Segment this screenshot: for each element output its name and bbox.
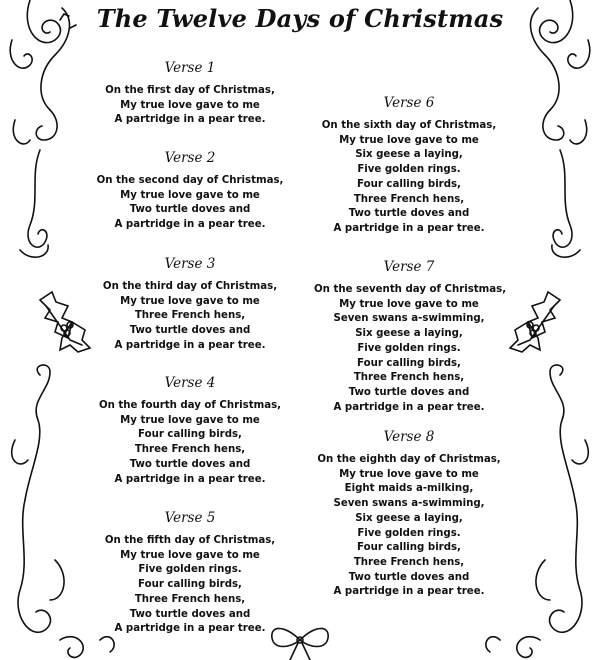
verse-line: On the fourth day of Christmas, [98,400,282,411]
verse-line: Four calling birds, [357,357,461,369]
verse-7 [314,259,507,415]
verse-line: Three French hens, [134,310,246,322]
holly-icon [510,292,560,352]
verse-line: Six geese a laying, [355,149,463,161]
verse-line: Four calling birds, [357,542,461,554]
verse-line: My true love gave to me [120,295,260,307]
verse-line: My true love gave to me [339,298,479,310]
verse-line: My true love gave to me [120,189,260,201]
verse-line: Six geese a laying, [355,328,463,340]
verse-line: Two turtle doves and [129,325,251,337]
verse-line: On the fifth day of Christmas, [104,535,276,546]
verse-line: My true love gave to me [120,414,260,426]
page-title: The Twelve Days of Christmas [96,4,504,33]
verse-line: Three French hens, [134,444,246,456]
verse-line: Two turtle doves and [348,571,470,583]
verse-6 [314,95,504,237]
verse-line: Three French hens, [353,193,465,205]
verse-4 [95,375,285,487]
verse-line: On the eighth day of Christmas, [317,454,501,465]
verse-line: Two turtle doves and [129,608,251,620]
verse-line: My true love gave to me [339,134,479,146]
verse-heading: Verse 2 [164,150,216,166]
verse-line: Five golden rings. [138,564,242,576]
verse-line: A partridge in a pear tree. [114,339,266,351]
verse-line: Eight maids a-milking, [344,483,474,495]
verse-line: Six geese a laying, [355,512,463,524]
verse-8 [314,429,504,600]
verse-line: On the second day of Christmas, [96,175,284,186]
verse-1 [95,60,285,128]
verse-line: A partridge in a pear tree. [333,401,485,413]
verse-line: Five golden rings. [357,527,461,539]
swirl-flourish-icon [531,0,590,257]
verse-line: On the seventh day of Christmas, [314,284,507,295]
verse-line: A partridge in a pear tree. [333,586,485,598]
verse-line: A partridge in a pear tree. [114,114,266,126]
verse-line: My true love gave to me [120,99,260,111]
verse-line: My true love gave to me [120,549,260,561]
verse-line: Five golden rings. [357,164,461,176]
verse-heading: Verse 5 [164,510,216,526]
verse-line: Seven swans a-swimming, [333,498,485,510]
verse-heading: Verse 1 [164,60,216,76]
verse-line: A partridge in a pear tree. [114,219,266,231]
verse-line: Three French hens, [353,556,465,568]
verse-line: On the third day of Christmas, [102,281,278,292]
holly-icon [40,292,90,352]
verse-line: Five golden rings. [357,342,461,354]
verse-heading: Verse 7 [383,259,435,275]
verse-line: My true love gave to me [339,468,479,480]
verse-line: Two turtle doves and [348,208,470,220]
verse-line: Seven swans a-swimming, [333,313,485,325]
swirl-flourish-icon [10,0,76,257]
verse-line: A partridge in a pear tree. [114,473,266,485]
verse-5 [95,510,285,637]
verse-line: Two turtle doves and [129,458,251,470]
verse-line: On the first day of Christmas, [105,85,275,96]
verse-line: A partridge in a pear tree. [114,623,266,635]
verse-line: Three French hens, [353,372,465,384]
verse-line: Four calling birds, [138,579,242,591]
verse-heading: Verse 8 [383,429,435,445]
verse-line: On the sixth day of Christmas, [321,120,497,131]
verse-3 [95,256,285,354]
verse-line: Four calling birds, [357,178,461,190]
verse-heading: Verse 4 [164,375,216,391]
verse-heading: Verse 3 [164,256,216,272]
verse-line: Two turtle doves and [348,386,470,398]
verse-2 [95,150,285,233]
verse-line: A partridge in a pear tree. [333,222,485,234]
verse-line: Two turtle doves and [129,204,251,216]
verse-heading: Verse 6 [383,95,435,111]
verse-line: Four calling birds, [138,429,242,441]
verse-line: Three French hens, [134,593,246,605]
